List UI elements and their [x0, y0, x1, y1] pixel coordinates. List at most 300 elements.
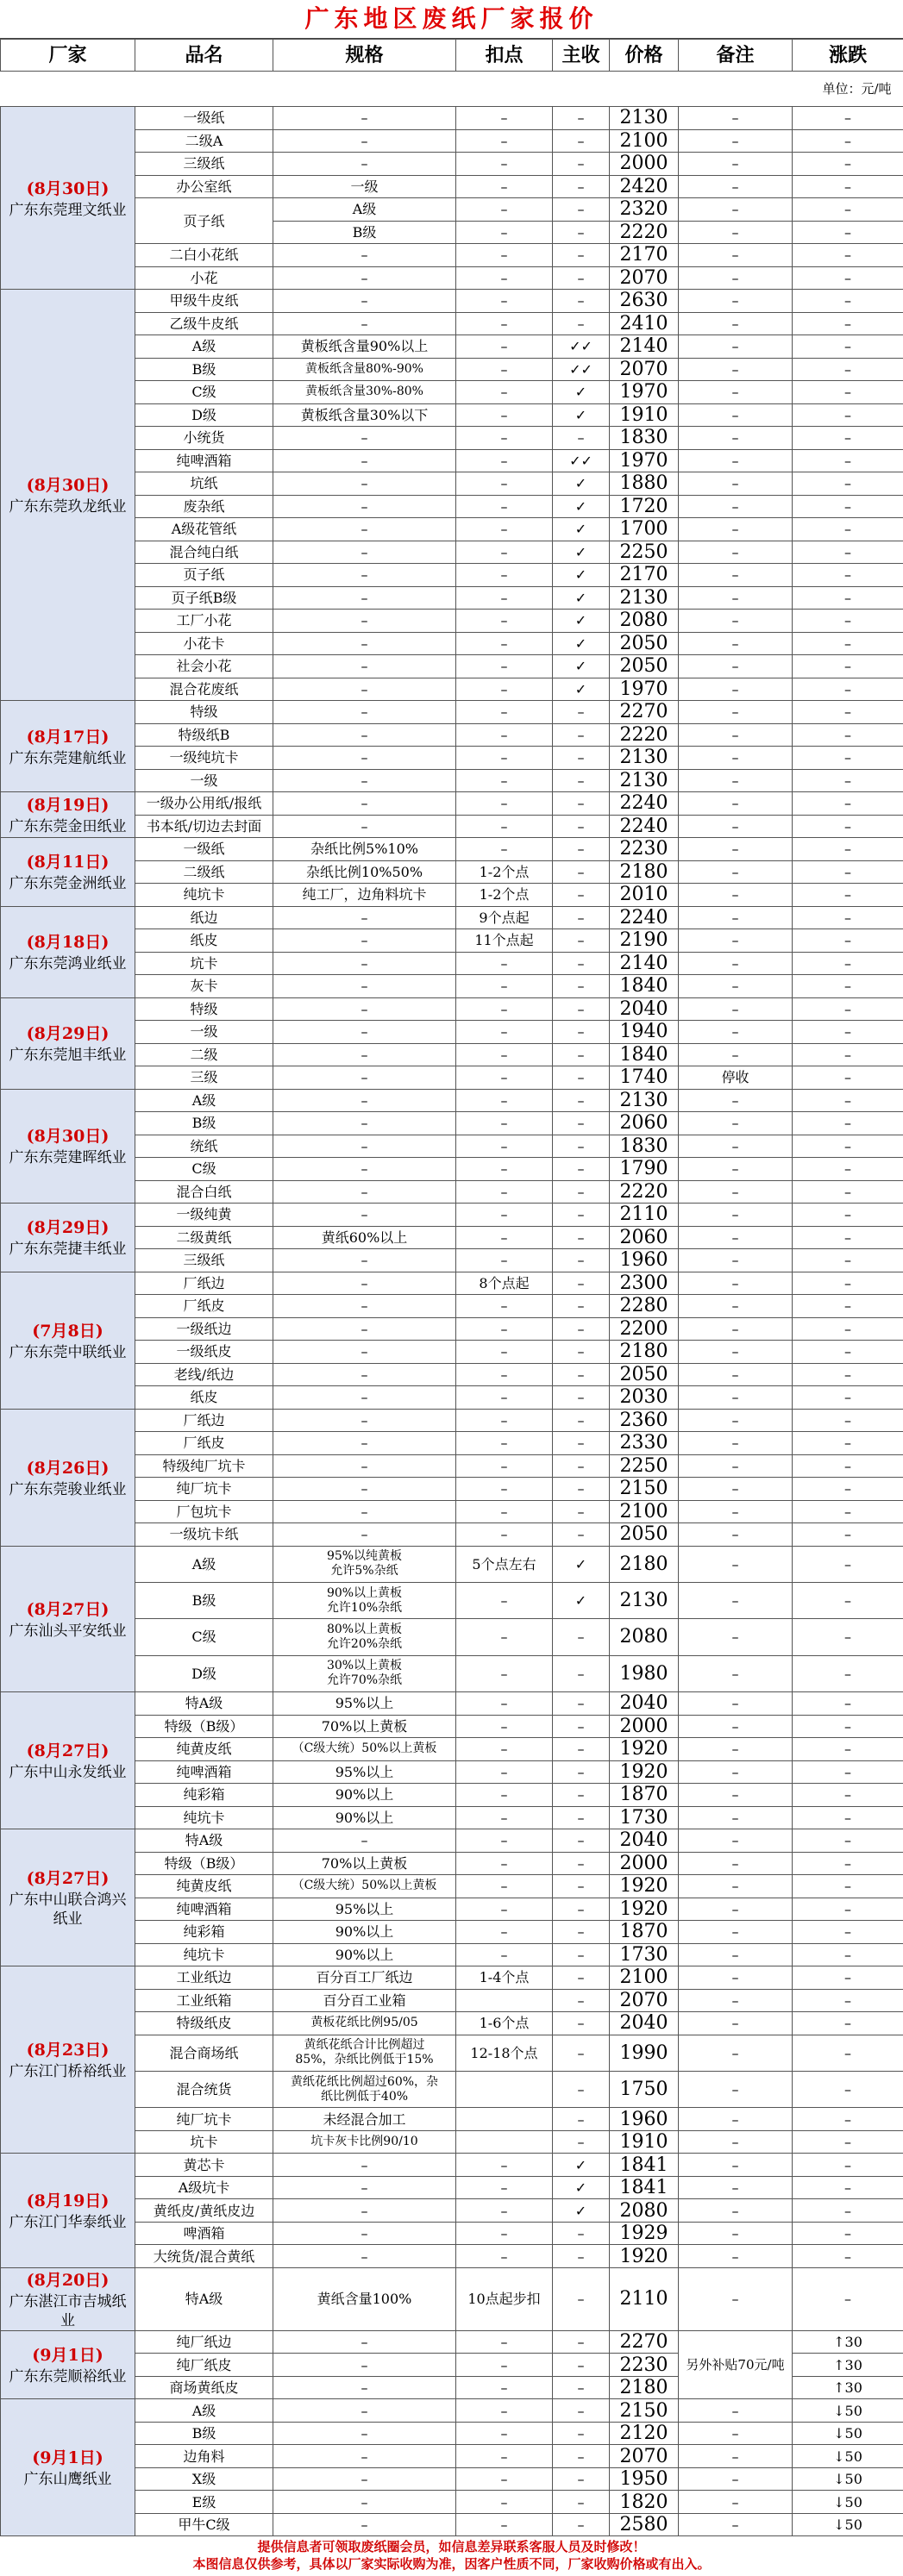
factory-date: (8月30日) [3, 473, 133, 497]
note-cell: – [679, 678, 793, 701]
spec-cell: – [273, 655, 456, 678]
product-cell: 一级办公用纸/报纸 [135, 792, 273, 816]
spec-cell: 70%以上黄板 [273, 1852, 456, 1875]
deduction-cell: – [456, 495, 553, 518]
price-cell: 1870 [610, 1784, 679, 1807]
price-cell: 2130 [610, 1089, 679, 1112]
factory-date: (9月1日) [3, 2446, 133, 2470]
deduction-cell: – [456, 1806, 553, 1829]
change-cell: – [793, 1655, 903, 1691]
price-cell: 2080 [610, 610, 679, 633]
main-cell: – [553, 1478, 610, 1501]
main-cell: – [553, 129, 610, 153]
product-cell: 厂纸皮 [135, 1432, 273, 1455]
product-cell: 纯黄皮纸 [135, 1875, 273, 1898]
factory-name: 广东中山联合鸿兴纸业 [3, 1891, 133, 1929]
product-cell: A级 [135, 1546, 273, 1582]
factory-date: (8月27日) [3, 1739, 133, 1763]
price-cell: 2120 [610, 2422, 679, 2445]
spec-cell: – [273, 1043, 456, 1066]
note-cell: – [679, 2199, 793, 2223]
factory-cell [1, 1089, 135, 1204]
product-cell: 乙级牛皮纸 [135, 312, 273, 335]
factory-name: 广东东莞金洲纸业 [3, 874, 133, 893]
deduction-cell: – [456, 175, 553, 198]
table-row [1, 1523, 903, 1547]
main-cell: ✓ [553, 518, 610, 541]
spec-cell: – [273, 1341, 456, 1364]
price-cell: 1840 [610, 1043, 679, 1066]
price-cell: 2100 [610, 129, 679, 153]
change-cell: – [793, 884, 903, 907]
main-cell: – [553, 1921, 610, 1944]
price-cell: 2070 [610, 2445, 679, 2468]
product-cell: 啤酒箱 [135, 2222, 273, 2245]
price-cell: 1700 [610, 518, 679, 541]
main-cell: – [553, 1317, 610, 1341]
change-cell: – [793, 2176, 903, 2199]
change-cell: – [793, 1546, 903, 1582]
note-cell: – [679, 244, 793, 267]
product-cell: 一级 [135, 1021, 273, 1044]
spec-cell: – [273, 1021, 456, 1044]
main-cell: – [553, 153, 610, 176]
change-cell: – [793, 1158, 903, 1181]
main-cell: – [553, 1715, 610, 1738]
main-cell: – [553, 1432, 610, 1455]
spec-cell: – [273, 564, 456, 587]
product-cell: 纯彩箱 [135, 1921, 273, 1944]
price-cell: 1950 [610, 2467, 679, 2491]
change-cell: – [793, 129, 903, 153]
change-cell: ↓50 [793, 2467, 903, 2491]
table-row [1, 2035, 903, 2071]
spec-cell: 黄纸60%以上 [273, 1226, 456, 1249]
spec-cell: 90%以上 [273, 1784, 456, 1807]
table-row [1, 1829, 903, 1853]
change-cell: ↓50 [793, 2491, 903, 2514]
note-cell: – [679, 2399, 793, 2423]
factory-name: 广东东莞旭丰纸业 [3, 1046, 133, 1065]
change-cell: – [793, 221, 903, 244]
note-cell: – [679, 1204, 793, 1227]
header-note: 备注 [679, 40, 793, 72]
spec-cell: – [273, 2399, 456, 2423]
spec-cell: – [273, 2199, 456, 2223]
price-cell: 2010 [610, 884, 679, 907]
note-cell: – [679, 929, 793, 953]
spec-cell: （C级大统）50%以上黄板 [273, 1875, 456, 1898]
deduction-cell: – [456, 838, 553, 861]
main-cell: – [553, 929, 610, 953]
product-cell: 厂纸边 [135, 1409, 273, 1432]
price-cell: 1840 [610, 975, 679, 998]
change-cell: – [793, 701, 903, 724]
spec-cell: – [273, 2222, 456, 2245]
spec-cell: 一级 [273, 175, 456, 198]
note-cell: – [679, 1158, 793, 1181]
product-cell: 二级 [135, 1043, 273, 1066]
price-cell: 2150 [610, 1478, 679, 1501]
change-cell: – [793, 678, 903, 701]
note-cell: – [679, 403, 793, 427]
product-cell: 特A级 [135, 1829, 273, 1853]
spec-cell: – [273, 2422, 456, 2445]
main-cell: – [553, 290, 610, 313]
spec-cell: – [273, 1454, 456, 1478]
product-cell: 二级A [135, 129, 273, 153]
deduction-cell: – [456, 381, 553, 404]
table-row [1, 427, 903, 450]
change-cell: ↓50 [793, 2399, 903, 2423]
note-cell: – [679, 221, 793, 244]
change-cell: – [793, 1363, 903, 1386]
price-cell: 2180 [610, 1546, 679, 1582]
spec-cell: – [273, 1478, 456, 1501]
note-cell: – [679, 723, 793, 747]
table-row [1, 541, 903, 564]
spec-cell: 黄板纸含量80%-90% [273, 358, 456, 381]
table-row [1, 952, 903, 975]
spec-cell: – [273, 792, 456, 816]
table-row [1, 2071, 903, 2107]
price-cell: 1841 [610, 2176, 679, 2199]
header-product: 品名 [135, 40, 273, 72]
change-cell: – [793, 815, 903, 838]
spec-cell: 黄板纸含量90%以上 [273, 335, 456, 359]
price-cell: 2170 [610, 244, 679, 267]
price-cell: 1970 [610, 678, 679, 701]
table-row [1, 244, 903, 267]
spec-cell: 杂纸比例10%50% [273, 860, 456, 884]
change-cell: – [793, 1582, 903, 1618]
main-cell: ✓ [553, 564, 610, 587]
spec-cell: – [273, 2376, 456, 2399]
note-cell: – [679, 997, 793, 1021]
note-cell: – [679, 860, 793, 884]
main-cell: – [553, 2513, 610, 2536]
product-cell: 一级纸 [135, 838, 273, 861]
spec-cell: – [273, 1386, 456, 1410]
table-row [1, 381, 903, 404]
main-cell: ✓ [553, 2176, 610, 2199]
main-cell: ✓✓ [553, 335, 610, 359]
change-cell: – [793, 1898, 903, 1921]
spec-cell: – [273, 747, 456, 770]
main-cell: – [553, 1295, 610, 1318]
product-cell: 统纸 [135, 1135, 273, 1158]
spec-cell: – [273, 1432, 456, 1455]
product-cell: 灰卡 [135, 975, 273, 998]
factory-name: 广东江门桥裕纸业 [3, 2062, 133, 2081]
spec-cell: – [273, 244, 456, 267]
main-cell: – [553, 860, 610, 884]
product-cell: 一级纸皮 [135, 1341, 273, 1364]
deduction-cell: – [456, 2354, 553, 2377]
price-cell: 1970 [610, 449, 679, 472]
product-cell: A级 [135, 335, 273, 359]
price-cell: 1920 [610, 1738, 679, 1761]
table-row [1, 1966, 903, 1990]
table-row [1, 1546, 903, 1582]
price-cell: 2330 [610, 1432, 679, 1455]
note-cell: – [679, 1363, 793, 1386]
product-cell: D级 [135, 403, 273, 427]
factory-cell [1, 1204, 135, 1272]
table-row [1, 975, 903, 998]
table-row [1, 815, 903, 838]
price-cell: 2630 [610, 290, 679, 313]
product-cell: 坑纸 [135, 472, 273, 496]
product-cell: 黄芯卡 [135, 2154, 273, 2177]
change-cell: – [793, 632, 903, 655]
note-cell: – [679, 2245, 793, 2268]
change-cell: – [793, 1204, 903, 1227]
deduction-cell: – [456, 358, 553, 381]
deduction-cell: – [456, 472, 553, 496]
header-change: 涨跌 [793, 40, 903, 72]
product-cell: 纯坑卡 [135, 884, 273, 907]
main-cell: – [553, 244, 610, 267]
spec-cell: 黄纸含量100% [273, 2267, 456, 2330]
price-cell: 2220 [610, 723, 679, 747]
deduction-cell [456, 2108, 553, 2131]
spec-cell: – [273, 153, 456, 176]
table-row [1, 290, 903, 313]
main-cell: ✓ [553, 586, 610, 610]
factory-name: 广东山鹰纸业 [3, 2470, 133, 2489]
deduction-cell: – [456, 1500, 553, 1523]
table-row [1, 632, 903, 655]
spec-cell: – [273, 1089, 456, 1112]
note-cell: – [679, 1341, 793, 1364]
factory-cell [1, 1966, 135, 2154]
product-cell: B级 [135, 358, 273, 381]
spec-cell: 90%以上 [273, 1921, 456, 1944]
note-cell: – [679, 2222, 793, 2245]
spec-cell: 黄纸花纸合计比例超过 85%，杂纸比例低于15% [273, 2035, 456, 2071]
price-cell: 2000 [610, 153, 679, 176]
product-cell: 三级纸 [135, 1249, 273, 1272]
price-cell: 2140 [610, 952, 679, 975]
table-row [1, 198, 903, 222]
price-cell: 2000 [610, 1715, 679, 1738]
spec-cell: – [273, 1112, 456, 1135]
spec-cell: 黄纸花纸比例超过60%，杂 纸比例低于40% [273, 2071, 456, 2107]
factory-date: (8月19日) [3, 793, 133, 817]
product-cell: 纯厂纸边 [135, 2330, 273, 2354]
main-cell: ✓✓ [553, 449, 610, 472]
note-cell: – [679, 1655, 793, 1691]
product-cell: 纯坑卡 [135, 1806, 273, 1829]
table-row [1, 2491, 903, 2514]
deduction-cell: – [456, 1066, 553, 1090]
deduction-cell: – [456, 2467, 553, 2491]
note-cell: – [679, 335, 793, 359]
spec-cell: – [273, 1295, 456, 1318]
price-cell: 2360 [610, 1409, 679, 1432]
note-cell: – [679, 769, 793, 792]
deduction-cell: – [456, 221, 553, 244]
deduction-cell: – [456, 153, 553, 176]
product-cell: 老线/纸边 [135, 1363, 273, 1386]
main-cell: ✓ [553, 1546, 610, 1582]
deduction-cell: – [456, 701, 553, 724]
change-cell: – [793, 610, 903, 633]
spec-cell: 95%以上 [273, 1692, 456, 1716]
spec-cell: – [273, 1249, 456, 1272]
price-cell: 2070 [610, 266, 679, 290]
price-cell: 2180 [610, 860, 679, 884]
product-cell: 边角料 [135, 2445, 273, 2468]
deduction-cell: – [456, 610, 553, 633]
table-row [1, 1582, 903, 1618]
factory-cell [1, 2154, 135, 2268]
main-cell: ✓ [553, 610, 610, 633]
deduction-cell: 9个点起 [456, 906, 553, 929]
main-cell: – [553, 1204, 610, 1227]
unit-row [1, 72, 903, 107]
note-cell: – [679, 792, 793, 816]
note-cell: – [679, 1409, 793, 1432]
table-row [1, 2222, 903, 2245]
price-cell: 2080 [610, 1619, 679, 1655]
deduction-cell: 5个点左右 [456, 1546, 553, 1582]
change-cell: – [793, 1966, 903, 1990]
main-cell: – [553, 952, 610, 975]
deduction-cell: 10点起步扣 [456, 2267, 553, 2330]
table-row [1, 678, 903, 701]
price-cell: 1940 [610, 1021, 679, 1044]
main-cell: – [553, 1875, 610, 1898]
change-cell: – [793, 1317, 903, 1341]
change-cell: – [793, 153, 903, 176]
price-cell: 2240 [610, 815, 679, 838]
product-cell: B级 [135, 2422, 273, 2445]
main-cell: – [553, 1692, 610, 1716]
deduction-cell: 8个点起 [456, 1272, 553, 1295]
factory-name: 广东湛江市吉城纸业 [3, 2292, 133, 2330]
price-cell: 2420 [610, 175, 679, 198]
product-cell: B级 [135, 1582, 273, 1618]
change-cell: – [793, 1226, 903, 1249]
product-cell: 纯黄皮纸 [135, 1738, 273, 1761]
product-cell: 纯厂坑卡 [135, 1478, 273, 1501]
deduction-cell: – [456, 2422, 553, 2445]
table-row [1, 838, 903, 861]
note-cell: – [679, 2130, 793, 2154]
spec-cell: – [273, 1409, 456, 1432]
main-cell: ✓ [553, 632, 610, 655]
product-cell: 纸皮 [135, 1386, 273, 1410]
page-title: 广东地区废纸厂家报价 [0, 0, 903, 39]
price-cell: 1880 [610, 472, 679, 496]
change-cell: ↓50 [793, 2445, 903, 2468]
price-cell: 2180 [610, 1341, 679, 1364]
main-cell: ✓ [553, 495, 610, 518]
factory-date: (8月18日) [3, 930, 133, 954]
product-cell: C级 [135, 1158, 273, 1181]
spec-cell: – [273, 1066, 456, 1090]
price-cell: 2180 [610, 2376, 679, 2399]
main-cell: – [553, 1249, 610, 1272]
main-cell: – [553, 1043, 610, 1066]
main-cell: ✓ [553, 472, 610, 496]
deduction-cell: – [456, 2491, 553, 2514]
product-cell: 混合统货 [135, 2071, 273, 2107]
main-cell: – [553, 1852, 610, 1875]
spec-cell: – [273, 929, 456, 953]
change-cell: – [793, 2071, 903, 2107]
deduction-cell: – [456, 1386, 553, 1410]
change-cell: – [793, 1829, 903, 1853]
product-cell: A级 [135, 2399, 273, 2423]
note-cell: – [679, 1180, 793, 1204]
spec-cell: – [273, 678, 456, 701]
note-cell: – [679, 1738, 793, 1761]
price-cell: 1929 [610, 2222, 679, 2245]
note-cell: – [679, 2176, 793, 2199]
price-cell: 1830 [610, 427, 679, 450]
product-cell: 纯啤酒箱 [135, 449, 273, 472]
deduction-cell: – [456, 1021, 553, 1044]
main-cell: – [553, 2330, 610, 2354]
deduction-cell: – [456, 244, 553, 267]
spec-cell: – [273, 1180, 456, 1204]
spec-cell: – [273, 975, 456, 998]
product-cell: 页子纸 [135, 564, 273, 587]
table-row [1, 495, 903, 518]
change-cell: – [793, 747, 903, 770]
main-cell: – [553, 1784, 610, 1807]
deduction-cell: – [456, 655, 553, 678]
note-cell: – [679, 2513, 793, 2536]
factory-cell [1, 1692, 135, 1829]
table-row [1, 2108, 903, 2131]
price-cell: 1830 [610, 1135, 679, 1158]
note-cell: – [679, 1989, 793, 2012]
table-row [1, 906, 903, 929]
price-cell: 2040 [610, 997, 679, 1021]
table-row [1, 1852, 903, 1875]
deduction-cell: – [456, 747, 553, 770]
spec-cell: – [273, 1523, 456, 1547]
change-cell: – [793, 1066, 903, 1090]
table-row [1, 1478, 903, 1501]
deduction-cell: – [456, 792, 553, 816]
deduction-cell: – [456, 2154, 553, 2177]
factory-cell [1, 1272, 135, 1409]
factory-date: (8月20日) [3, 2268, 133, 2292]
main-cell: – [553, 1898, 610, 1921]
note-cell: 停收 [679, 1066, 793, 1090]
deduction-cell: – [456, 1204, 553, 1227]
change-cell: – [793, 175, 903, 198]
change-cell: – [793, 2199, 903, 2223]
table-row [1, 1363, 903, 1386]
deduction-cell: – [456, 1341, 553, 1364]
price-cell: 1910 [610, 2130, 679, 2154]
spec-cell: – [273, 586, 456, 610]
main-cell: – [553, 1655, 610, 1691]
main-cell: ✓ [553, 678, 610, 701]
table-row [1, 1249, 903, 1272]
note-cell: – [679, 2071, 793, 2107]
note-cell: – [679, 495, 793, 518]
deduction-cell: – [456, 2176, 553, 2199]
product-cell: 特级纸B [135, 723, 273, 747]
table-row [1, 1943, 903, 1966]
